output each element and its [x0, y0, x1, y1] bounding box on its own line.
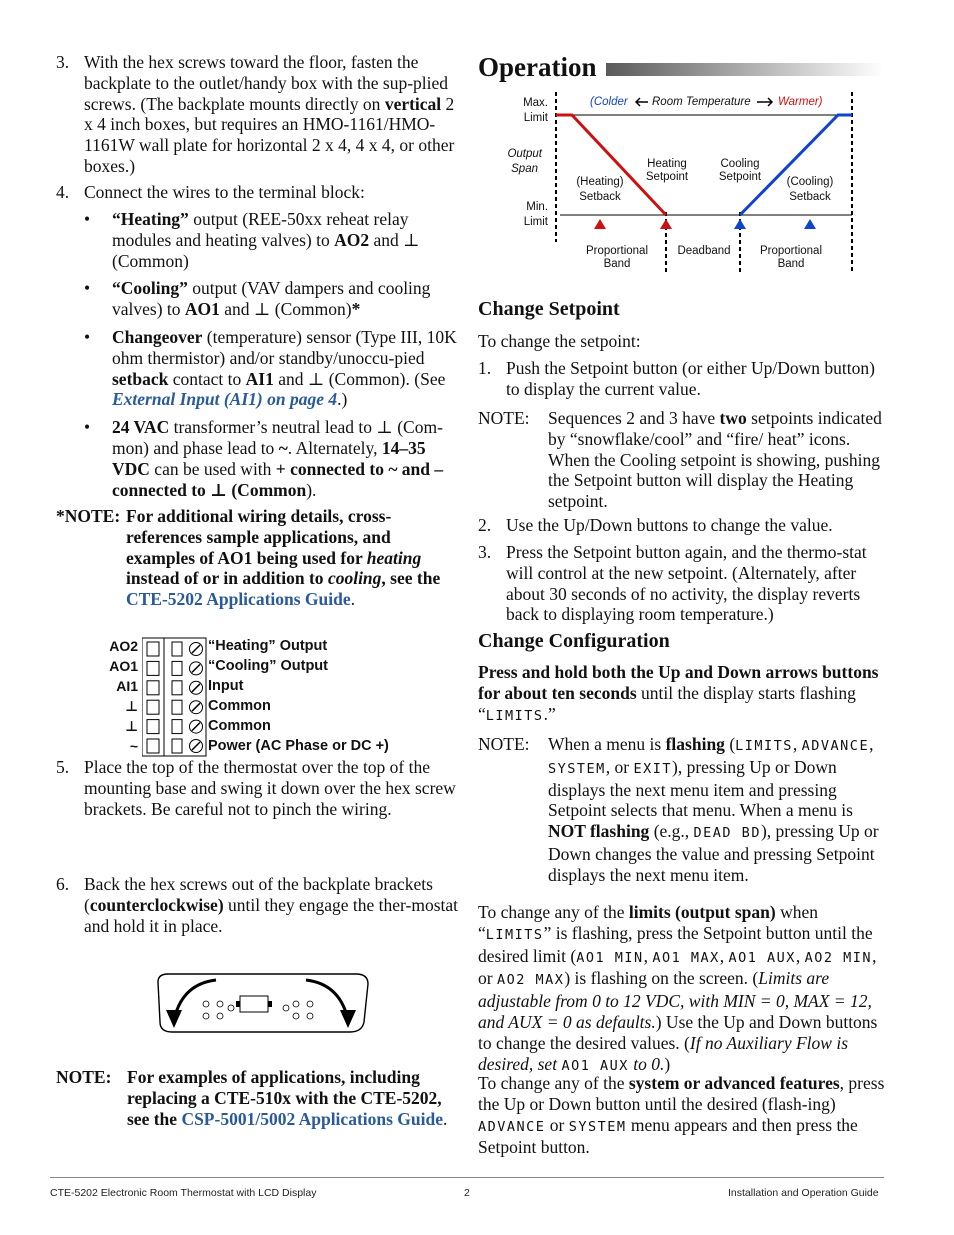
change-setpoint-intro: To change the setpoint: — [478, 331, 641, 351]
bullet-changeover: • Changeover (temperature) sensor (Type III, 10K ohm thermistor) and/or standby/unoccu-pied setback contact to AI1 and ⊥ (Common). (See External Input (AI1) on page 4.) — [84, 326, 457, 410]
bullet-power: • 24 VAC transformer’s neutral lead to ⊥ (Com-mon) and phase lead to ~. Alternately, 14–35 VDC can be used with + connected to ~ and – connected to ⊥ (Common). — [84, 417, 444, 500]
terminal-output-label: Common — [208, 718, 271, 734]
terminal-label: AO2 — [109, 638, 138, 654]
colder-label: (Colder — [590, 96, 628, 108]
svg-text:Band: Band — [603, 258, 631, 270]
svg-text:(Cooling): (Cooling) — [786, 176, 834, 188]
page-title: Operation — [478, 52, 597, 82]
change-configuration-heading: Change Configuration — [478, 630, 670, 652]
svg-text:Limit: Limit — [523, 216, 548, 228]
svg-text:Span: Span — [511, 163, 538, 175]
svg-text:Min.: Min. — [526, 201, 548, 213]
step-5: 5. Place the top of the thermostat over the top of the mounting base and swing it down over the hex screw brackets. Be careful not to pinch the wiring. — [56, 757, 456, 819]
config-paragraph-limits: To change any of the limits (output span) when “LIMITS” is flashing, press the Setpoint button until the desired limit (AO1 MIN, AO1 MAX, AO1 AUX, AO2 MIN, or AO2 MAX) is flashing on the screen. (Limits are adjustable from 0 to 12 VDC, with MIN = 0, MAX = 12, and AUX = 0 as defaults.) Use the Up and Down buttons to change the desired values. (If no Auxiliary Flow is desired, set AO1 AUX to 0.) — [478, 902, 878, 1074]
right-arrow-icon — [757, 98, 772, 106]
terminal-output-label: Common — [208, 698, 271, 714]
room-temperature-label: Room Temperature — [652, 96, 751, 108]
step-3: 3. With the hex screws toward the floor, fasten the backplate to the outlet/handy box with the sup-plied screws. (The backplate mounts directly on vertical 2 x 4 inch boxes, but requires an HMO-1161/HMO-1161W wall plate for horizontal 2 x 4, 4 x 4, or other boxes.) — [56, 52, 464, 177]
svg-text:Setback: Setback — [579, 191, 621, 203]
terminal-clamp — [172, 642, 182, 656]
terminal-block-graphic — [142, 636, 208, 758]
setpoint-note: NOTE: Sequences 2 and 3 have two setpoints indicated by “snowflake/cool” and “fire/ heat” icons. When the Cooling setpoint is showing, pushing the Setpoint button will display the Heating setpoint. — [478, 408, 882, 512]
terminal-clamp — [172, 700, 182, 714]
terminal-label: ⊥ — [125, 698, 138, 714]
terminal-label: AI1 — [116, 678, 138, 694]
setpoint-step-2: 2. Use the Up/Down buttons to change the value. — [478, 515, 833, 535]
footer-doc-title: CTE-5202 Electronic Room Thermostat with LCD Display — [50, 1187, 317, 1199]
left-arrow-icon — [636, 98, 648, 106]
terminal-output-label: Input — [208, 678, 244, 694]
terminal-clamp — [172, 720, 182, 734]
setpoint-step-1: 1. Push the Setpoint button (or either Up/Down button) to display the current value. — [478, 358, 875, 399]
setpoint-step-3: 3. Press the Setpoint button again, and the thermo-stat will control at the new setpoint. (Alternately, after about 30 seconds of no activity, the display reverts back to displaying room temperature.) — [478, 542, 867, 625]
step-6: 6. Back the hex screws out of the backplate brackets (counterclockwise) until they engage the ther-mostat and hold it in place. — [56, 874, 459, 936]
warmer-label: Warmer) — [778, 96, 823, 108]
terminal-slot — [147, 642, 159, 656]
svg-text:Output: Output — [507, 148, 542, 160]
bullet-cooling: • “Cooling” output (VAV dampers and cooling valves) to AO1 and ⊥ (Common)* — [84, 278, 431, 320]
thermostat-mounting-illustration — [146, 962, 376, 1042]
operation-diagram — [500, 92, 880, 274]
terminal-label: ⊥ — [125, 718, 138, 734]
svg-text:(Heating): (Heating) — [576, 176, 624, 188]
terminal-output-label: “Heating” Output — [208, 638, 328, 654]
config-note: NOTE: When a menu is flashing (LIMITS, ADVANCE, SYSTEM, or EXIT), pressing Up or Down displays the next menu item and pressing Setpoint selects that menu. When a menu is NOT flashing (e.g., DEAD BD), pressing Up or Down changes the value and pressing Setpoint displays the next menu item. — [478, 734, 879, 885]
step-3-text: With the hex screws toward the floor, fasten the backplate to the outlet/handy box with the sup-plied screws. (The backplate mounts directly on vertical 2 x 4 inch boxes, but requires an HMO-1161/HMO-1161W wall plate for horizontal 2 x 4, 4 x 4, or other boxes.) — [84, 52, 455, 176]
heating-setback-triangle — [594, 219, 606, 229]
svg-text:Max.: Max. — [523, 97, 548, 109]
wiring-bullet-list — [84, 209, 464, 500]
svg-text:Setpoint: Setpoint — [718, 171, 762, 183]
terminal-output-label: “Cooling” Output — [208, 658, 328, 674]
svg-text:Proportional: Proportional — [585, 245, 649, 257]
svg-text:Setback: Setback — [789, 191, 831, 203]
terminal-slot — [147, 720, 159, 734]
svg-text:Cooling: Cooling — [720, 158, 760, 170]
heating-setpoint-triangle — [660, 219, 672, 229]
cooling-setpoint-triangle — [734, 219, 746, 229]
terminal-block-diagram — [100, 636, 420, 758]
note-applications: NOTE: For examples of applications, including replacing a CTE-510x with the CTE-5202, see the CSP-5001/5002 Applications Guide. — [56, 1067, 448, 1129]
config-paragraph-1: Press and hold both the Up and Down arrows buttons for about ten seconds until the display starts flashing “LIMITS.” — [478, 662, 879, 724]
note-wiring-details: *NOTE: For additional wiring details, cross-references sample applications, and examples of AO1 being used for heating instead of or in addition to cooling, see the CTE-5202 Applications Guide. — [56, 506, 441, 610]
step-4: 4. Connect the wires to the terminal block: — [56, 182, 365, 202]
terminal-clamp — [172, 739, 182, 753]
terminal-label: AO1 — [109, 658, 138, 674]
svg-text:Band: Band — [777, 258, 805, 270]
title-gradient-bar — [606, 63, 884, 76]
footer-rule — [50, 1177, 884, 1178]
svg-text:Deadband: Deadband — [677, 245, 731, 257]
terminal-output-label: Power (AC Phase or DC +) — [208, 738, 389, 754]
cooling-setback-triangle — [804, 219, 816, 229]
svg-text:Heating: Heating — [647, 158, 687, 170]
footer-guide-name: Installation and Operation Guide — [728, 1187, 879, 1199]
terminal-slot — [147, 700, 159, 714]
terminal-label: ~ — [129, 738, 138, 754]
terminal-slot — [147, 661, 159, 675]
terminal-slot — [147, 739, 159, 753]
svg-text:Proportional: Proportional — [759, 245, 823, 257]
config-paragraph-system: To change any of the system or advanced features, press the Up or Down button until the desired (flash-ing) ADVANCE or SYSTEM menu appears and then press the Setpoint button. — [478, 1073, 885, 1158]
terminal-clamp — [172, 681, 182, 695]
terminal-slot — [147, 681, 159, 695]
svg-text:Limit: Limit — [523, 112, 548, 124]
svg-text:Setpoint: Setpoint — [645, 171, 689, 183]
footer-page-number: 2 — [464, 1187, 470, 1199]
terminal-clamp — [172, 661, 182, 675]
change-setpoint-heading: Change Setpoint — [478, 298, 620, 320]
bullet-heating: • “Heating” output (REE-50xx reheat relay modules and heating valves) to AO2 and ⊥ (Common) — [84, 209, 420, 271]
